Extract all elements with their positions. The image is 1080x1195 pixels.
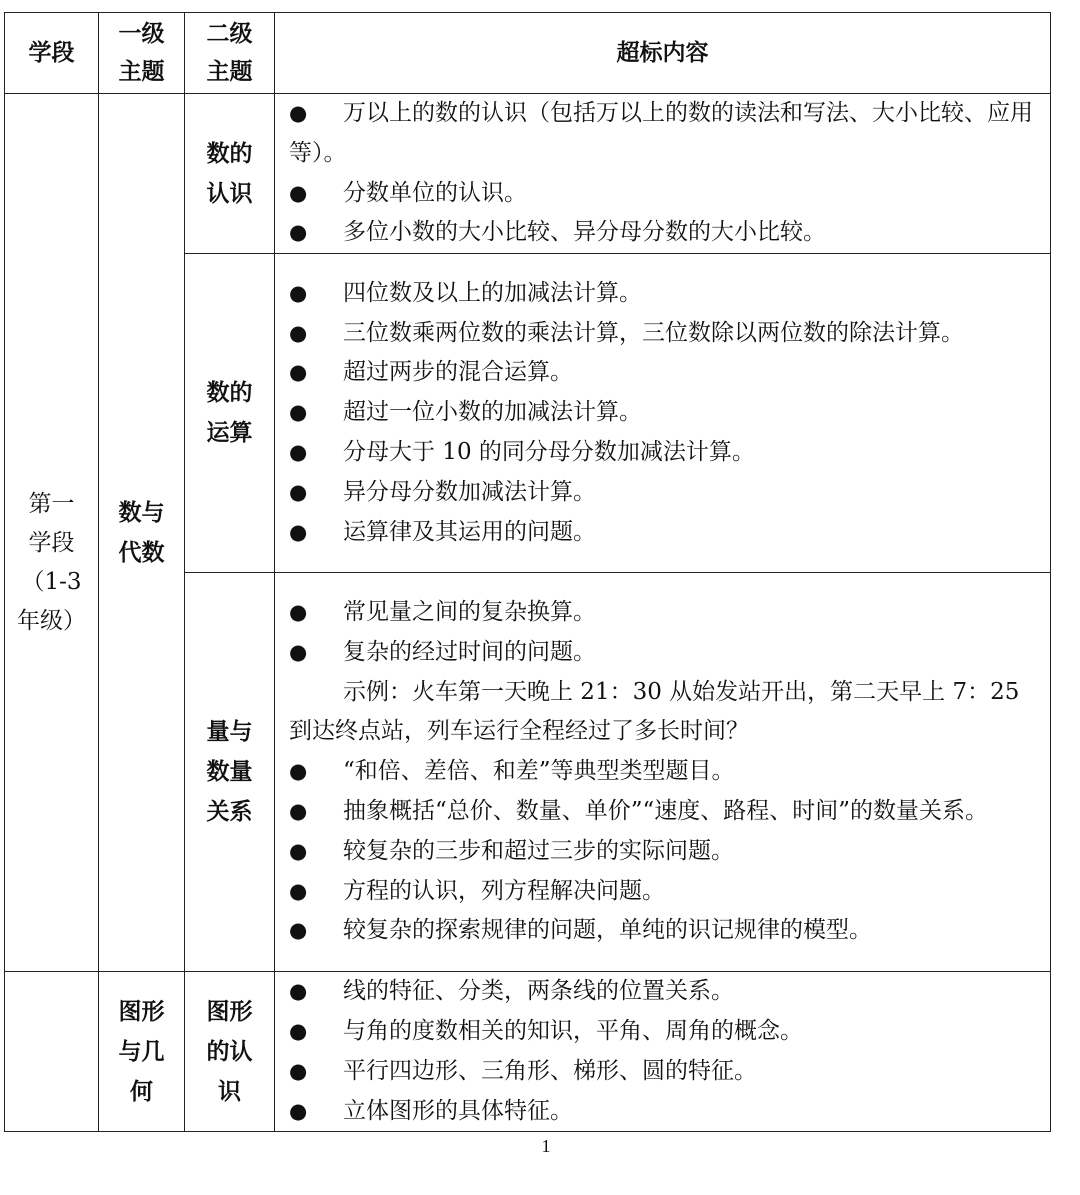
bullet-icon <box>289 314 343 354</box>
topic2-operations: 数的 运算 <box>185 254 275 573</box>
bullet-icon <box>289 752 343 792</box>
bullet-icon <box>289 94 343 134</box>
list-item: ●分数单位的认识。 <box>289 174 1042 214</box>
bullet-icon <box>289 872 343 912</box>
header-content: 超标内容 <box>275 13 1051 94</box>
stage-cell-empty <box>5 972 99 1132</box>
list-item: ●三位数乘两位数的乘法计算，三位数除以两位数的除法计算。 <box>289 314 1042 354</box>
list-item: ●线的特征、分类，两条线的位置关系。 <box>289 972 1042 1012</box>
bullet-icon <box>289 393 343 433</box>
bullet-icon <box>289 832 343 872</box>
list-item: ●多位小数的大小比较、异分母分数的大小比较。 <box>289 213 1042 253</box>
list-item: ●较复杂的三步和超过三步的实际问题。 <box>289 832 1042 872</box>
list-item: ●超过一位小数的加减法计算。 <box>289 393 1042 433</box>
list-item: ●分母大于 10 的同分母分数加减法计算。 <box>289 433 1042 473</box>
bullet-icon <box>289 911 343 951</box>
topic1-number-algebra: 数与 代数 <box>99 94 185 972</box>
list-item: ●运算律及其运用的问题。 <box>289 513 1042 553</box>
bullet-icon <box>289 274 343 314</box>
list-item: ●异分母分数加减法计算。 <box>289 473 1042 513</box>
list-item: ●平行四边形、三角形、梯形、圆的特征。 <box>289 1052 1042 1092</box>
page-number: 1 <box>541 1136 551 1156</box>
list-item: ●万以上的数的认识（包括万以上的数的读法和写法、大小比较、应用等）。 <box>289 94 1042 174</box>
header-stage: 学段 <box>5 13 99 94</box>
topic2-quantity: 量与 数量 关系 <box>185 573 275 972</box>
list-item: ●“和倍、差倍、和差”等典型类型题目。 <box>289 752 1042 792</box>
table-row <box>5 972 1051 1132</box>
bullet-icon <box>289 1092 343 1132</box>
header-topic1: 一级 主题 <box>99 13 185 94</box>
bullet-icon <box>289 213 343 253</box>
content-quantity <box>275 573 1051 972</box>
list-item: ●四位数及以上的加减法计算。 <box>289 274 1042 314</box>
bullet-icon <box>289 1052 343 1092</box>
bullet-icon <box>289 473 343 513</box>
bullet-icon <box>289 513 343 553</box>
bullet-icon <box>289 633 343 673</box>
bullet-icon <box>289 792 343 832</box>
list-item: ●与角的度数相关的知识，平角、周角的概念。 <box>289 1012 1042 1052</box>
bullet-icon <box>289 1012 343 1052</box>
list-item: ●复杂的经过时间的问题。 <box>289 633 1042 673</box>
stage-cell: 第一 学段 （1-3 年级） <box>5 94 99 972</box>
content-operations <box>275 254 1051 573</box>
list-item: ●立体图形的具体特征。 <box>289 1092 1042 1132</box>
topic1-geometry: 图形 与几 何 <box>99 972 185 1132</box>
header-topic2: 二级 主题 <box>185 13 275 94</box>
bullet-icon <box>289 593 343 633</box>
list-item: ●抽象概括“总价、数量、单价”“速度、路程、时间”的数量关系。 <box>289 792 1042 832</box>
list-item: ●方程的认识，列方程解决问题。 <box>289 872 1042 912</box>
bullet-icon <box>289 433 343 473</box>
bullet-icon <box>289 972 343 1012</box>
content-shape-recognition <box>275 972 1051 1132</box>
topic2-shape-recognition: 图形 的认 识 <box>185 972 275 1132</box>
topic2-number-recognition: 数的 认识 <box>185 94 275 254</box>
table-row <box>5 94 1051 254</box>
list-item: ●较复杂的探索规律的问题，单纯的识记规律的模型。 <box>289 911 1042 951</box>
content-number-recognition <box>275 94 1051 254</box>
example-text: 示例：火车第一天晚上 21：30 从始发站开出，第二天早上 7：25 到达终点站，列车运行全程经过了多长时间？ <box>289 678 1020 745</box>
curriculum-table <box>4 12 1051 1132</box>
bullet-icon <box>289 174 343 214</box>
list-item: ●超过两步的混合运算。 <box>289 353 1042 393</box>
list-item: ●常见量之间的复杂换算。 <box>289 593 1042 633</box>
bullet-icon <box>289 353 343 393</box>
header-row <box>5 13 1051 94</box>
